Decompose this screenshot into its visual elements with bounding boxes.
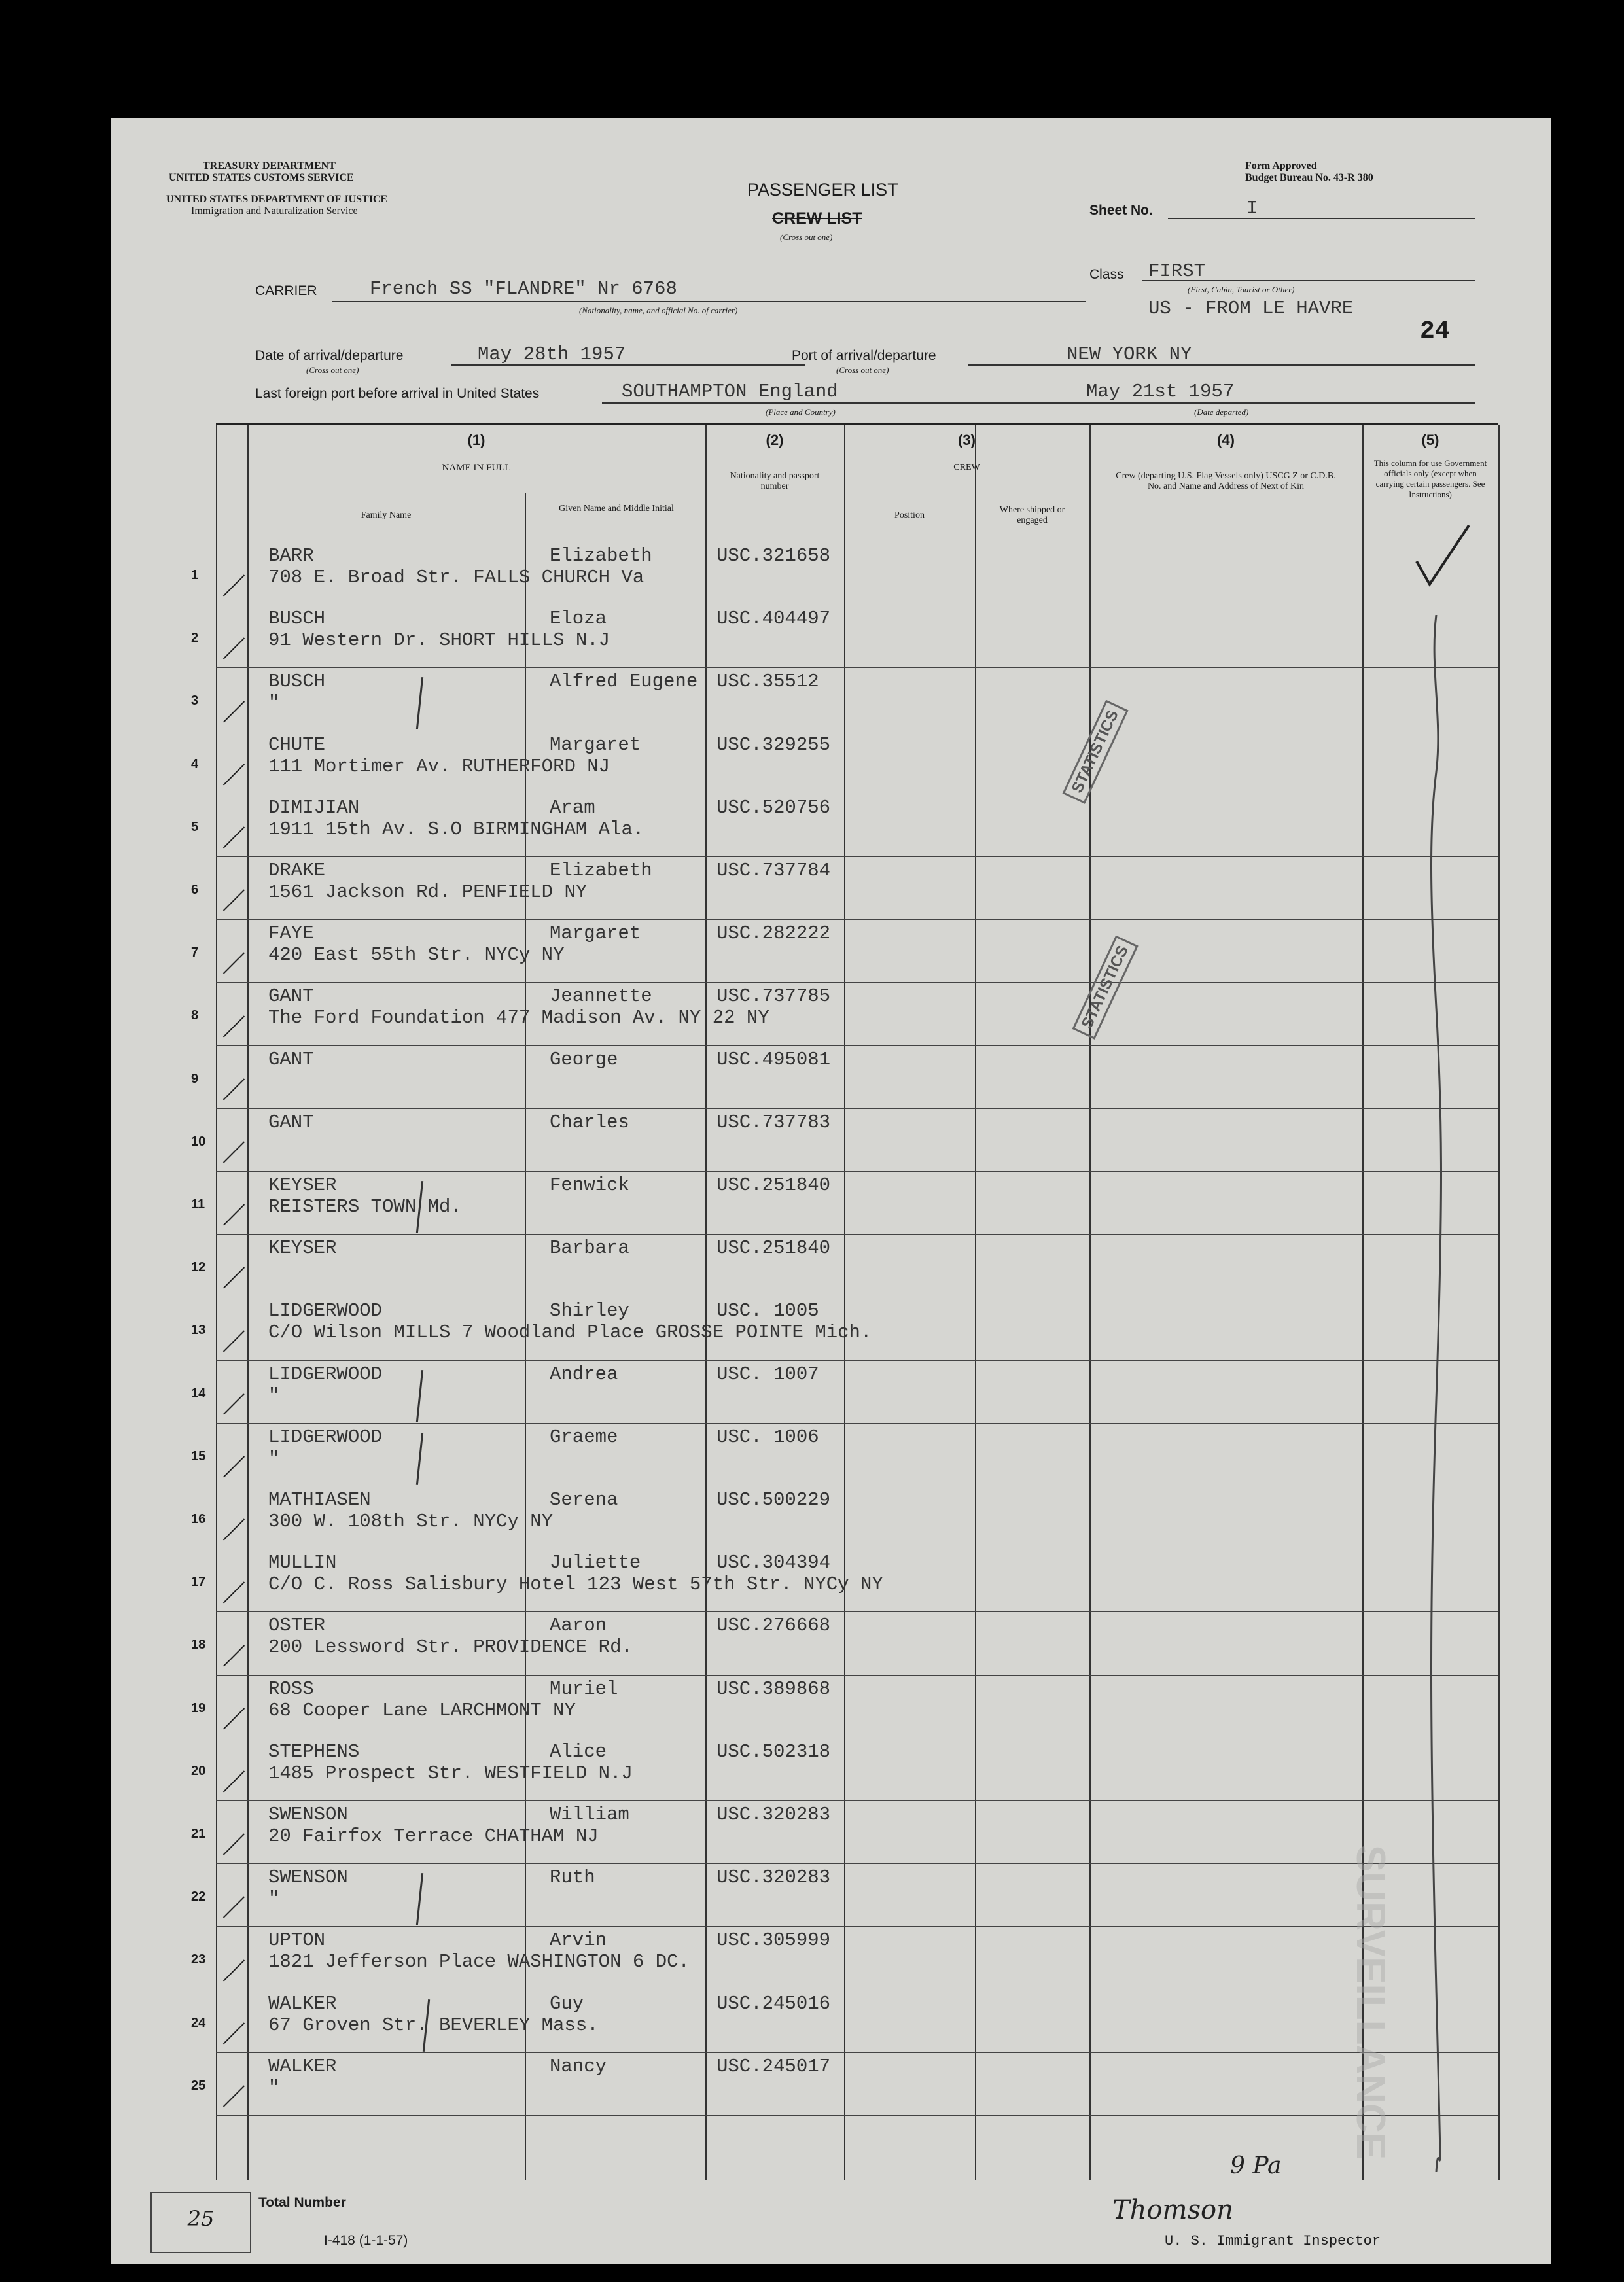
table-row bbox=[111, 1990, 1498, 2052]
address: 111 Mortimer Av. RUTHERFORD NJ bbox=[268, 755, 610, 777]
table-row bbox=[111, 1045, 1498, 1108]
given-name: Ruth bbox=[550, 1867, 595, 1889]
row-divider bbox=[216, 2115, 1498, 2116]
date-departed-value: May 21st 1957 bbox=[1086, 381, 1235, 402]
col3-position-header: Position bbox=[894, 510, 925, 520]
passport-number: USC.389868 bbox=[716, 1677, 831, 1700]
family-name: DRAKE bbox=[268, 860, 326, 881]
form-title-crossed: CREW LIST bbox=[772, 209, 862, 228]
given-name: Jeannette bbox=[550, 985, 652, 1008]
address: 91 Western Dr. SHORT HILLS N.J bbox=[268, 629, 610, 652]
check-tick-mark bbox=[223, 1834, 245, 1855]
table-row bbox=[111, 1234, 1498, 1297]
check-tick-mark bbox=[223, 953, 245, 974]
address: 1561 Jackson Rd. PENFIELD NY bbox=[268, 881, 588, 903]
check-tick-mark bbox=[223, 1959, 245, 1981]
col3-number: (3) bbox=[958, 432, 976, 448]
family-name: KEYSER bbox=[268, 1237, 337, 1259]
address: REISTERS TOWN Md. bbox=[268, 1196, 462, 1218]
date-departed-caption: (Date departed) bbox=[1194, 407, 1249, 417]
given-name: Barbara bbox=[550, 1237, 629, 1259]
row-number: 20 bbox=[191, 1763, 206, 1778]
table-row bbox=[111, 794, 1498, 856]
table-row bbox=[111, 605, 1498, 667]
passport-number: USC.35512 bbox=[716, 671, 819, 693]
given-name: Margaret bbox=[550, 922, 641, 945]
row-number: 10 bbox=[191, 1134, 206, 1149]
row-number: 16 bbox=[191, 1512, 206, 1526]
family-name: OSTER bbox=[268, 1615, 326, 1637]
given-name: Elizabeth bbox=[550, 545, 652, 567]
passport-number: USC.320283 bbox=[716, 1804, 831, 1825]
row-number: 8 bbox=[191, 1008, 199, 1023]
row-number: 7 bbox=[191, 945, 199, 960]
given-name: Arvin bbox=[550, 1929, 607, 1952]
arrival-cross-note: (Cross out one) bbox=[306, 365, 359, 375]
check-tick-mark bbox=[223, 1141, 245, 1163]
family-name: BARR bbox=[268, 545, 314, 567]
passport-number: USC.500229 bbox=[716, 1489, 831, 1511]
row-number: 13 bbox=[191, 1323, 206, 1338]
table-row bbox=[111, 731, 1498, 794]
table-row bbox=[111, 1863, 1498, 1926]
address: 1911 15th Av. S.O BIRMINGHAM Ala. bbox=[268, 818, 644, 840]
address: " bbox=[268, 1447, 280, 1469]
class-value: FIRST bbox=[1148, 260, 1206, 282]
table-row bbox=[111, 2052, 1498, 2115]
table-row bbox=[111, 982, 1498, 1045]
row-number: 25 bbox=[191, 2078, 206, 2093]
check-tick-mark bbox=[223, 1015, 245, 1037]
arrival-date-value: May 28th 1957 bbox=[478, 343, 626, 365]
check-tick-mark bbox=[223, 1330, 245, 1352]
table-row bbox=[111, 1360, 1498, 1423]
table-row bbox=[111, 1926, 1498, 1989]
check-tick-mark bbox=[223, 1519, 245, 1541]
total-value: 25 bbox=[187, 2206, 215, 2231]
passenger-list-form bbox=[111, 118, 1551, 2264]
agency-justice: UNITED STATES DEPARTMENT OF JUSTICE bbox=[166, 194, 388, 205]
row-number: 3 bbox=[191, 693, 199, 709]
family-name: SWENSON bbox=[268, 1867, 348, 1889]
check-tick-mark bbox=[223, 1078, 245, 1100]
table-row bbox=[111, 1423, 1498, 1486]
row-number: 23 bbox=[191, 1952, 206, 1967]
check-tick-mark bbox=[223, 2085, 245, 2107]
col2-number: (2) bbox=[766, 432, 784, 448]
family-name: WALKER bbox=[268, 1992, 337, 2014]
form-title: PASSENGER LIST bbox=[747, 180, 898, 200]
last-port-caption: (Place and Country) bbox=[766, 407, 836, 417]
address: 20 Fairfox Terrace CHATHAM NJ bbox=[268, 1825, 599, 1847]
table-row bbox=[111, 667, 1498, 730]
passport-number: USC.305999 bbox=[716, 1929, 831, 1952]
port-cross-note: (Cross out one) bbox=[836, 365, 889, 375]
row-number: 19 bbox=[191, 1700, 206, 1715]
passport-number: USC.495081 bbox=[716, 1048, 831, 1070]
row-number: 21 bbox=[191, 1827, 206, 1841]
given-name: William bbox=[550, 1804, 629, 1825]
address: 300 W. 108th Str. NYCy NY bbox=[268, 1511, 554, 1532]
family-name: CHUTE bbox=[268, 733, 326, 756]
check-tick-mark bbox=[223, 575, 245, 597]
family-name: MULLIN bbox=[268, 1552, 337, 1574]
inspector-label: U. S. Immigrant Inspector bbox=[1165, 2233, 1381, 2249]
family-name: KEYSER bbox=[268, 1174, 337, 1196]
cross-out-note: (Cross out one) bbox=[780, 232, 833, 242]
family-name: LIDGERWOOD bbox=[268, 1300, 383, 1322]
passport-number: USC.520756 bbox=[716, 796, 831, 818]
passport-number: USC.304394 bbox=[716, 1552, 831, 1574]
given-name: Shirley bbox=[550, 1300, 629, 1322]
col3-shipped-header: Where shipped or engaged bbox=[999, 505, 1065, 525]
table-row bbox=[111, 1171, 1498, 1234]
col2-title: Nationality and passport number bbox=[730, 471, 820, 491]
address: " bbox=[268, 2077, 280, 2099]
agency-treasury: TREASURY DEPARTMENT bbox=[203, 160, 336, 171]
address: 708 E. Broad Str. FALLS CHURCH Va bbox=[268, 567, 644, 588]
last-port-label: Last foreign port before arrival in United States bbox=[255, 386, 540, 401]
carrier-label: CARRIER bbox=[255, 283, 317, 298]
row-number: 18 bbox=[191, 1638, 206, 1653]
table-row bbox=[111, 1549, 1498, 1611]
check-tick-mark bbox=[223, 1456, 245, 1477]
address: C/O Wilson MILLS 7 Woodland Place GROSSE POINTE Mich. bbox=[268, 1322, 872, 1344]
family-name: STEPHENS bbox=[268, 1740, 360, 1763]
family-name: MATHIASEN bbox=[268, 1489, 371, 1511]
carrier-caption: (Nationality, name, and official No. of carrier) bbox=[579, 306, 738, 315]
table-row bbox=[111, 919, 1498, 982]
col1-given-header: Given Name and Middle Initial bbox=[559, 504, 674, 514]
family-name: BUSCH bbox=[268, 608, 326, 630]
given-name: Aram bbox=[550, 796, 595, 818]
row-number: 5 bbox=[191, 819, 199, 834]
port-value: NEW YORK NY bbox=[1067, 343, 1192, 365]
check-tick-mark bbox=[223, 1582, 245, 1604]
row-number: 22 bbox=[191, 1889, 206, 1905]
agency-ins: Immigration and Naturalization Service bbox=[191, 205, 358, 217]
row-number: 24 bbox=[191, 2015, 206, 2030]
given-name: Guy bbox=[550, 1992, 584, 2014]
row-number: 4 bbox=[191, 756, 199, 771]
address: 1821 Jefferson Place WASHINGTON 6 DC. bbox=[268, 1951, 690, 1973]
col1-title: NAME IN FULL bbox=[442, 463, 511, 473]
address: 420 East 55th Str. NYCy NY bbox=[268, 944, 565, 966]
check-tick-mark bbox=[223, 1645, 245, 1666]
checkmark-icon bbox=[1413, 522, 1472, 594]
agency-customs: UNITED STATES CUSTOMS SERVICE bbox=[169, 172, 354, 183]
col5-title: This column for use Government officials only (except when carrying certain passengers. See Instructions) bbox=[1373, 458, 1487, 499]
col4-number: (4) bbox=[1217, 432, 1235, 448]
family-name: UPTON bbox=[268, 1929, 326, 1952]
table-row bbox=[111, 1800, 1498, 1863]
col5-number: (5) bbox=[1421, 432, 1439, 448]
passport-number: USC.245017 bbox=[716, 2055, 831, 2077]
passport-number: USC. 1007 bbox=[716, 1363, 819, 1385]
col4-title: Crew (departing U.S. Flag Vessels only) USCG Z or C.D.B. No. and Name and Address of Next of Kin bbox=[1116, 471, 1336, 491]
passport-number: USC.321658 bbox=[716, 545, 831, 567]
family-name: SWENSON bbox=[268, 1804, 348, 1825]
table-row bbox=[111, 1108, 1498, 1171]
family-name: LIDGERWOOD bbox=[268, 1363, 383, 1385]
row-number: 6 bbox=[191, 883, 199, 897]
passport-number: USC.737783 bbox=[716, 1111, 831, 1133]
check-tick-mark bbox=[223, 764, 245, 785]
given-name: Elizabeth bbox=[550, 860, 652, 881]
form-approved: Form Approved bbox=[1245, 160, 1317, 171]
page-number: 24 bbox=[1420, 317, 1450, 345]
row-number: 1 bbox=[191, 568, 199, 582]
budget-bureau: Budget Bureau No. 43-R 380 bbox=[1245, 172, 1373, 183]
family-name: ROSS bbox=[268, 1677, 314, 1700]
check-tick-mark bbox=[223, 638, 245, 659]
sheet-label: Sheet No. bbox=[1089, 203, 1153, 218]
class-caption: (First, Cabin, Tourist or Other) bbox=[1188, 285, 1295, 294]
row-number: 11 bbox=[191, 1197, 205, 1212]
family-name: FAYE bbox=[268, 922, 314, 945]
check-tick-mark bbox=[223, 890, 245, 911]
sheet-value: I bbox=[1246, 198, 1258, 219]
given-name: Graeme bbox=[550, 1426, 618, 1448]
passport-number: USC.282222 bbox=[716, 922, 831, 945]
given-name: Serena bbox=[550, 1489, 618, 1511]
passport-number: USC.320283 bbox=[716, 1867, 831, 1889]
side-stamp: SURVEILLANCE bbox=[1348, 1845, 1393, 2160]
col1-family-header: Family Name bbox=[361, 510, 412, 520]
table-row bbox=[111, 1297, 1498, 1360]
given-name: Juliette bbox=[550, 1552, 641, 1574]
route-value: US - FROM LE HAVRE bbox=[1148, 298, 1354, 319]
passport-number: USC.737785 bbox=[716, 985, 831, 1008]
given-name: Alfred Eugene bbox=[550, 671, 698, 693]
last-port-value: SOUTHAMPTON England bbox=[622, 381, 838, 402]
given-name: Eloza bbox=[550, 608, 607, 630]
passport-number: USC. 1005 bbox=[716, 1300, 819, 1322]
passport-number: USC.502318 bbox=[716, 1740, 831, 1763]
family-name: WALKER bbox=[268, 2055, 337, 2077]
table-row bbox=[111, 1738, 1498, 1800]
row-number: 17 bbox=[191, 1575, 206, 1590]
check-tick-mark bbox=[223, 1708, 245, 1729]
address: " bbox=[268, 1384, 280, 1407]
inspector-signature: Thomson bbox=[1112, 2195, 1233, 2225]
given-name: Muriel bbox=[550, 1677, 618, 1700]
passport-number: USC. 1006 bbox=[716, 1426, 819, 1448]
table-row bbox=[111, 1675, 1498, 1738]
given-name: George bbox=[550, 1048, 618, 1070]
initials: 9 Pa bbox=[1230, 2152, 1282, 2179]
check-tick-mark bbox=[223, 2022, 245, 2044]
row-number: 12 bbox=[191, 1260, 206, 1275]
check-tick-mark bbox=[223, 826, 245, 848]
row-number: 14 bbox=[191, 1386, 206, 1401]
passport-number: USC.245016 bbox=[716, 1992, 831, 2014]
statistics-stamp-1: STATISTICS bbox=[1063, 699, 1129, 804]
given-name: Aaron bbox=[550, 1615, 607, 1637]
check-tick-mark bbox=[223, 1770, 245, 1792]
total-box bbox=[150, 2192, 251, 2253]
total-label: Total Number bbox=[258, 2195, 346, 2210]
class-label: Class bbox=[1089, 267, 1124, 282]
family-name: BUSCH bbox=[268, 671, 326, 693]
row-number: 2 bbox=[191, 631, 199, 646]
continuation-line-icon bbox=[1426, 615, 1446, 2172]
table-row bbox=[111, 856, 1498, 919]
arrival-date-label: Date of arrival/departure bbox=[255, 348, 404, 363]
check-tick-mark bbox=[223, 1267, 245, 1289]
family-name: GANT bbox=[268, 1111, 314, 1133]
table-row bbox=[111, 1611, 1498, 1674]
given-name: Margaret bbox=[550, 733, 641, 756]
address: 67 Groven Str. BEVERLEY Mass. bbox=[268, 2014, 599, 2036]
given-name: Nancy bbox=[550, 2055, 607, 2077]
passport-number: USC.276668 bbox=[716, 1615, 831, 1637]
row-number: 9 bbox=[191, 1071, 199, 1086]
check-tick-mark bbox=[223, 701, 245, 722]
given-name: Fenwick bbox=[550, 1174, 629, 1196]
address: 1485 Prospect Str. WESTFIELD N.J bbox=[268, 1762, 633, 1784]
address: 68 Cooper Lane LARCHMONT NY bbox=[268, 1699, 576, 1721]
port-label: Port of arrival/departure bbox=[792, 348, 936, 363]
row-number: 15 bbox=[191, 1448, 206, 1464]
check-tick-mark bbox=[223, 1393, 245, 1414]
address: " bbox=[268, 692, 280, 714]
passport-number: USC.329255 bbox=[716, 733, 831, 756]
address: C/O C. Ross Salisbury Hotel 123 West 57th Str. NYCy NY bbox=[268, 1573, 883, 1596]
given-name: Charles bbox=[550, 1111, 629, 1133]
address: The Ford Foundation 477 Madison Av. NY 22 NY bbox=[268, 1007, 769, 1029]
form-number: I-418 (1-1-57) bbox=[324, 2233, 408, 2248]
table-row bbox=[111, 542, 1498, 605]
family-name: DIMIJIAN bbox=[268, 796, 360, 818]
check-tick-mark bbox=[223, 1897, 245, 1918]
family-name: GANT bbox=[268, 985, 314, 1008]
address: 200 Lessword Str. PROVIDENCE Rd. bbox=[268, 1636, 633, 1659]
family-name: GANT bbox=[268, 1048, 314, 1070]
check-tick-mark bbox=[223, 1204, 245, 1226]
passport-number: USC.251840 bbox=[716, 1237, 831, 1259]
passport-number: USC.251840 bbox=[716, 1174, 831, 1196]
given-name: Andrea bbox=[550, 1363, 618, 1385]
table-row bbox=[111, 1486, 1498, 1549]
address: " bbox=[268, 1888, 280, 1910]
col1-number: (1) bbox=[467, 432, 485, 448]
carrier-value: French SS "FLANDRE" Nr 6768 bbox=[370, 278, 677, 300]
passport-number: USC.737784 bbox=[716, 860, 831, 881]
given-name: Alice bbox=[550, 1740, 607, 1763]
col3-title: CREW bbox=[953, 463, 980, 472]
passport-number: USC.404497 bbox=[716, 608, 831, 630]
family-name: LIDGERWOOD bbox=[268, 1426, 383, 1448]
statistics-stamp-2: STATISTICS bbox=[1072, 935, 1139, 1040]
